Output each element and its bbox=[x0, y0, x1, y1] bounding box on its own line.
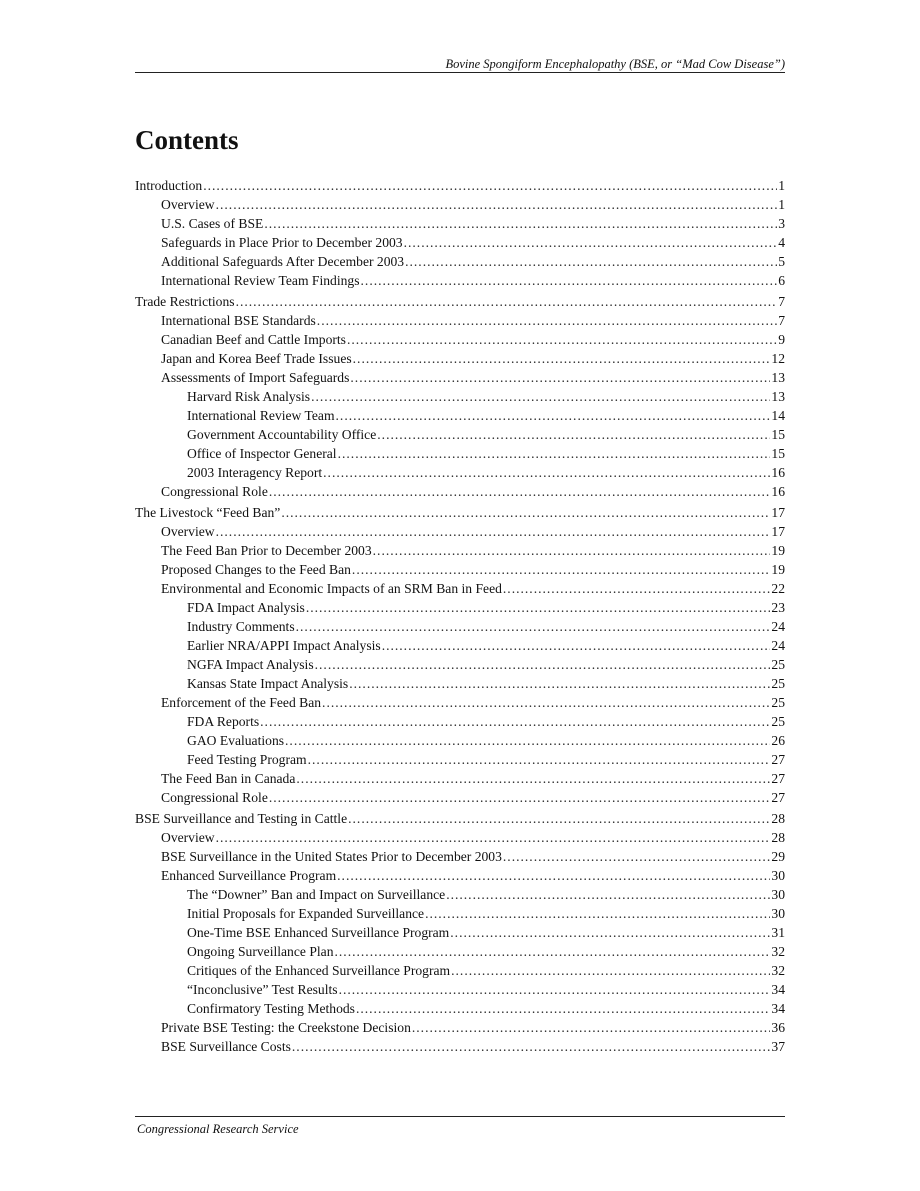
toc-entry[interactable] bbox=[135, 636, 785, 655]
toc-page-number[interactable]: 3 bbox=[778, 216, 785, 231]
toc-dot-leader bbox=[450, 923, 770, 942]
toc-entry-title[interactable]: Earlier NRA/APPI Impact Analysis bbox=[187, 638, 381, 653]
toc-dot-leader bbox=[296, 617, 771, 636]
toc-entry-title[interactable]: GAO Evaluations bbox=[187, 733, 285, 748]
toc-dot-leader bbox=[446, 885, 770, 904]
toc-entry[interactable] bbox=[135, 271, 785, 290]
toc-page-number[interactable]: 27 bbox=[771, 752, 785, 767]
toc-page-number[interactable]: 34 bbox=[771, 982, 785, 997]
toc-entry[interactable] bbox=[135, 444, 785, 463]
toc-entry[interactable] bbox=[135, 731, 785, 750]
toc-dot-leader bbox=[347, 330, 777, 349]
toc-page-number[interactable]: 30 bbox=[771, 906, 785, 921]
toc-entry-title[interactable]: Industry Comments bbox=[187, 619, 295, 634]
toc-page-number[interactable]: 19 bbox=[771, 562, 785, 577]
toc-entry-title[interactable]: Kansas State Impact Analysis bbox=[187, 676, 349, 691]
toc-entry[interactable] bbox=[135, 292, 785, 311]
running-footer: Congressional Research Service bbox=[137, 1122, 299, 1136]
toc-entry-title[interactable]: FDA Reports bbox=[187, 714, 260, 729]
toc-entry[interactable] bbox=[135, 311, 785, 330]
toc-page-number[interactable]: 25 bbox=[771, 657, 785, 672]
toc-page-number[interactable]: 19 bbox=[771, 543, 785, 558]
toc-entry-title[interactable]: Enhanced Surveillance Program bbox=[161, 868, 337, 883]
toc-entry-title[interactable]: Government Accountability Office bbox=[187, 427, 377, 442]
toc-page-number[interactable]: 30 bbox=[771, 887, 785, 902]
toc-page-number[interactable]: 24 bbox=[771, 638, 785, 653]
toc-entry[interactable] bbox=[135, 195, 785, 214]
toc-entry-title[interactable]: Assessments of Import Safeguards bbox=[161, 370, 350, 385]
toc-page-number[interactable]: 36 bbox=[771, 1020, 785, 1035]
toc-page-number[interactable]: 28 bbox=[771, 811, 785, 826]
toc-entry[interactable] bbox=[135, 885, 785, 904]
toc-entry[interactable] bbox=[135, 541, 785, 560]
toc-dot-leader bbox=[260, 712, 770, 731]
toc-entry[interactable] bbox=[135, 712, 785, 731]
toc-page-number[interactable]: 13 bbox=[771, 370, 785, 385]
toc-page-number[interactable]: 27 bbox=[771, 790, 785, 805]
toc-dot-leader bbox=[349, 674, 770, 693]
toc-entry[interactable] bbox=[135, 252, 785, 271]
toc-dot-leader bbox=[451, 961, 770, 980]
toc-entry-title[interactable]: FDA Impact Analysis bbox=[187, 600, 305, 615]
toc-entry-title[interactable]: Harvard Risk Analysis bbox=[187, 389, 311, 404]
header-divider bbox=[135, 72, 785, 73]
toc-dot-leader bbox=[335, 942, 771, 961]
toc-dot-leader bbox=[353, 349, 771, 368]
toc-page-number[interactable]: 7 bbox=[778, 313, 785, 328]
toc-entry-title[interactable]: Proposed Changes to the Feed Ban bbox=[161, 562, 351, 577]
toc-entry-title[interactable]: Canadian Beef and Cattle Imports bbox=[161, 332, 346, 347]
toc-entry-title[interactable]: Overview bbox=[161, 830, 215, 845]
toc-entry[interactable] bbox=[135, 482, 785, 501]
toc-entry[interactable] bbox=[135, 349, 785, 368]
toc-entry[interactable] bbox=[135, 961, 785, 980]
toc-page-number[interactable]: 1 bbox=[778, 178, 785, 193]
toc-entry-title[interactable]: Office of Inspector General bbox=[187, 446, 337, 461]
toc-entry[interactable] bbox=[135, 980, 785, 999]
toc-dot-leader bbox=[356, 999, 770, 1018]
toc-dot-leader bbox=[216, 195, 778, 214]
toc-entry-title[interactable]: International Review Team Findings bbox=[161, 273, 360, 288]
toc-entry[interactable] bbox=[135, 617, 785, 636]
toc-page-number[interactable]: 17 bbox=[771, 524, 785, 539]
toc-page-number[interactable]: 24 bbox=[771, 619, 785, 634]
toc-page-number[interactable]: 6 bbox=[778, 273, 785, 288]
toc-entry-title[interactable]: Overview bbox=[161, 524, 215, 539]
footer-divider bbox=[135, 1116, 785, 1117]
toc-entry[interactable] bbox=[135, 828, 785, 847]
toc-dot-leader bbox=[377, 425, 770, 444]
toc-page-number[interactable]: 4 bbox=[778, 235, 785, 250]
toc-dot-leader bbox=[292, 1037, 771, 1056]
toc-page-number[interactable]: 16 bbox=[771, 484, 785, 499]
toc-page-number[interactable]: 16 bbox=[771, 465, 785, 480]
toc-dot-leader bbox=[236, 292, 778, 311]
running-header: Bovine Spongiform Encephalopathy (BSE, or “Mad Cow Disease”) bbox=[445, 57, 785, 71]
toc-entry[interactable] bbox=[135, 809, 785, 828]
toc-entry-title[interactable]: The Livestock “Feed Ban” bbox=[135, 505, 281, 520]
toc-page-number[interactable]: 22 bbox=[771, 581, 785, 596]
toc-page-number[interactable]: 29 bbox=[771, 849, 785, 864]
toc-entry-title[interactable]: Japan and Korea Beef Trade Issues bbox=[161, 351, 352, 366]
toc-dot-leader bbox=[264, 214, 777, 233]
toc-entry-title[interactable]: International Review Team bbox=[187, 408, 335, 423]
toc-page-number[interactable]: 7 bbox=[778, 294, 785, 309]
toc-entry[interactable] bbox=[135, 788, 785, 807]
toc-entry[interactable] bbox=[135, 579, 785, 598]
toc-entry[interactable] bbox=[135, 560, 785, 579]
toc-dot-leader bbox=[308, 750, 771, 769]
toc-entry[interactable] bbox=[135, 176, 785, 195]
toc-page-number[interactable]: 13 bbox=[771, 389, 785, 404]
toc-page-number[interactable]: 23 bbox=[771, 600, 785, 615]
toc-dot-leader bbox=[269, 788, 771, 807]
toc-page-number[interactable]: 14 bbox=[771, 408, 785, 423]
toc-entry[interactable] bbox=[135, 999, 785, 1018]
toc-dot-leader bbox=[317, 311, 777, 330]
toc-page-number[interactable]: 30 bbox=[771, 868, 785, 883]
toc-entry[interactable] bbox=[135, 923, 785, 942]
toc-entry[interactable] bbox=[135, 655, 785, 674]
toc-page-number[interactable]: 1 bbox=[778, 197, 785, 212]
toc-entry-title[interactable]: The Feed Ban in Canada bbox=[161, 771, 296, 786]
toc-entry[interactable] bbox=[135, 847, 785, 866]
toc-entry[interactable] bbox=[135, 866, 785, 885]
toc-entry[interactable] bbox=[135, 522, 785, 541]
toc-dot-leader bbox=[404, 233, 778, 252]
toc-dot-leader bbox=[337, 866, 770, 885]
toc-entry[interactable] bbox=[135, 463, 785, 482]
toc-page-number[interactable]: 34 bbox=[771, 1001, 785, 1016]
toc-dot-leader bbox=[503, 847, 771, 866]
toc-entry[interactable] bbox=[135, 330, 785, 349]
toc-entry[interactable] bbox=[135, 1018, 785, 1037]
toc-entry-title[interactable]: One-Time BSE Enhanced Surveillance Program bbox=[187, 925, 450, 940]
toc-dot-leader bbox=[322, 693, 770, 712]
toc-entry-title[interactable]: Congressional Role bbox=[161, 484, 268, 499]
toc-dot-leader bbox=[425, 904, 770, 923]
toc-dot-leader bbox=[339, 980, 771, 999]
toc-entry[interactable] bbox=[135, 598, 785, 617]
toc-entry-title[interactable]: The Feed Ban Prior to December 2003 bbox=[161, 543, 372, 558]
toc-entry[interactable] bbox=[135, 693, 785, 712]
toc-entry-title[interactable]: Feed Testing Program bbox=[187, 752, 307, 767]
toc-dot-leader bbox=[350, 368, 770, 387]
toc-entry-title[interactable]: Overview bbox=[161, 197, 215, 212]
toc-entry[interactable] bbox=[135, 769, 785, 788]
toc-entry-title[interactable]: Private BSE Testing: the Creekstone Decision bbox=[161, 1020, 411, 1035]
toc-page-number[interactable]: 15 bbox=[771, 427, 785, 442]
toc-page-number[interactable]: 32 bbox=[771, 944, 785, 959]
toc-dot-leader bbox=[405, 252, 777, 271]
table-of-contents bbox=[135, 176, 785, 1056]
toc-dot-leader bbox=[285, 731, 770, 750]
toc-entry-title[interactable]: Trade Restrictions bbox=[135, 294, 235, 309]
toc-dot-leader bbox=[216, 522, 771, 541]
toc-dot-leader bbox=[216, 828, 771, 847]
toc-page-number[interactable]: 26 bbox=[771, 733, 785, 748]
toc-page-number[interactable]: 25 bbox=[771, 695, 785, 710]
toc-entry-title[interactable]: BSE Surveillance Costs bbox=[161, 1039, 291, 1054]
toc-entry-title[interactable]: “Inconclusive” Test Results bbox=[187, 982, 338, 997]
toc-dot-leader bbox=[412, 1018, 771, 1037]
toc-entry[interactable] bbox=[135, 214, 785, 233]
toc-page-number[interactable]: 5 bbox=[778, 254, 785, 269]
toc-page-number[interactable]: 9 bbox=[778, 332, 785, 347]
toc-dot-leader bbox=[503, 579, 771, 598]
toc-entry-title[interactable]: Ongoing Surveillance Plan bbox=[187, 944, 334, 959]
toc-dot-leader bbox=[338, 444, 771, 463]
toc-dot-leader bbox=[281, 503, 770, 522]
toc-entry[interactable] bbox=[135, 368, 785, 387]
toc-page-number[interactable]: 25 bbox=[771, 676, 785, 691]
toc-entry-title[interactable]: 2003 Interagency Report bbox=[187, 465, 323, 480]
toc-entry-title[interactable]: NGFA Impact Analysis bbox=[187, 657, 314, 672]
toc-page-number[interactable]: 25 bbox=[771, 714, 785, 729]
toc-dot-leader bbox=[348, 809, 770, 828]
toc-dot-leader bbox=[296, 769, 770, 788]
toc-entry[interactable] bbox=[135, 233, 785, 252]
toc-dot-leader bbox=[382, 636, 771, 655]
toc-page-number[interactable]: 15 bbox=[771, 446, 785, 461]
toc-dot-leader bbox=[373, 541, 771, 560]
toc-entry-title[interactable]: International BSE Standards bbox=[161, 313, 316, 328]
toc-entry[interactable] bbox=[135, 1037, 785, 1056]
toc-page-number[interactable]: 32 bbox=[771, 963, 785, 978]
toc-entry-title[interactable]: BSE Surveillance and Testing in Cattle bbox=[135, 811, 348, 826]
toc-dot-leader bbox=[269, 482, 771, 501]
toc-entry-title[interactable]: U.S. Cases of BSE bbox=[161, 216, 264, 231]
toc-entry-title[interactable]: Environmental and Economic Impacts of an SRM Ban in Feed bbox=[161, 581, 502, 596]
toc-entry[interactable] bbox=[135, 387, 785, 406]
toc-entry[interactable] bbox=[135, 942, 785, 961]
toc-entry[interactable] bbox=[135, 750, 785, 769]
toc-dot-leader bbox=[203, 176, 777, 195]
toc-entry-title[interactable]: Critiques of the Enhanced Surveillance Program bbox=[187, 963, 451, 978]
page-title: Contents bbox=[135, 125, 239, 155]
toc-entry-title[interactable]: Enforcement of the Feed Ban bbox=[161, 695, 322, 710]
toc-dot-leader bbox=[315, 655, 771, 674]
toc-entry-title[interactable]: Safeguards in Place Prior to December 2003 bbox=[161, 235, 403, 250]
toc-entry-title[interactable]: BSE Surveillance in the United States Prior to December 2003 bbox=[161, 849, 502, 864]
toc-page-number[interactable]: 17 bbox=[771, 505, 785, 520]
toc-page-number[interactable]: 28 bbox=[771, 830, 785, 845]
toc-dot-leader bbox=[323, 463, 770, 482]
toc-entry[interactable] bbox=[135, 406, 785, 425]
toc-dot-leader bbox=[306, 598, 771, 617]
toc-dot-leader bbox=[336, 406, 771, 425]
toc-dot-leader bbox=[361, 271, 778, 290]
toc-dot-leader bbox=[352, 560, 770, 579]
toc-page-number[interactable]: 31 bbox=[771, 925, 785, 940]
toc-entry-title[interactable]: Introduction bbox=[135, 178, 203, 193]
toc-page-number[interactable]: 27 bbox=[771, 771, 785, 786]
toc-page-number[interactable]: 12 bbox=[771, 351, 785, 366]
toc-entry-title[interactable]: Congressional Role bbox=[161, 790, 268, 805]
toc-entry[interactable] bbox=[135, 904, 785, 923]
toc-entry-title[interactable]: The “Downer” Ban and Impact on Surveillance bbox=[187, 887, 446, 902]
toc-dot-leader bbox=[311, 387, 770, 406]
toc-page-number[interactable]: 37 bbox=[771, 1039, 785, 1054]
toc-entry[interactable] bbox=[135, 674, 785, 693]
toc-entry[interactable] bbox=[135, 503, 785, 522]
toc-entry-title[interactable]: Confirmatory Testing Methods bbox=[187, 1001, 355, 1016]
toc-entry-title[interactable]: Additional Safeguards After December 2003 bbox=[161, 254, 405, 269]
toc-entry[interactable] bbox=[135, 425, 785, 444]
toc-entry-title[interactable]: Initial Proposals for Expanded Surveillance bbox=[187, 906, 425, 921]
